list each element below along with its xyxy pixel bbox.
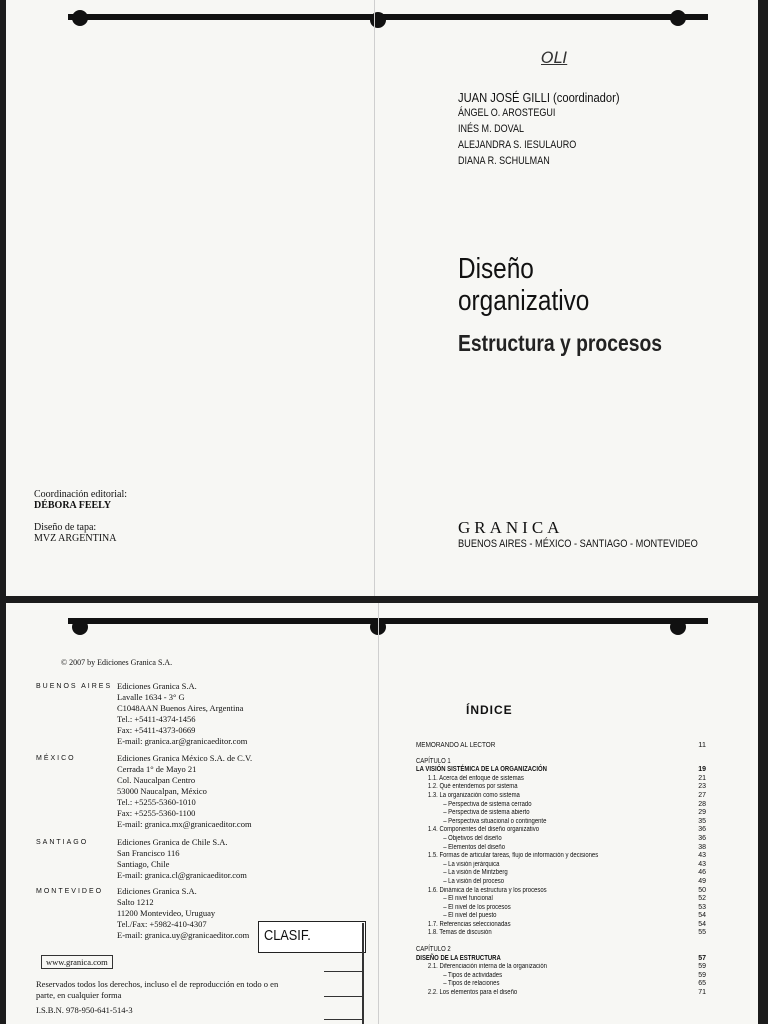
website-box: www.granica.com [41, 955, 113, 969]
toc-entry-page: 11 [698, 740, 706, 749]
toc-entry-title: 1.6. Dinámica de la estructura y los procesos [427, 886, 547, 894]
punch-hole [670, 619, 686, 635]
toc-entry [416, 989, 706, 998]
cover-design-name: MVZ ARGENTINA [34, 533, 117, 544]
toc-entry [416, 861, 706, 870]
title-page-scan [6, 0, 758, 596]
copyright-line: © 2007 by Ediciones Granica S.A. [61, 658, 173, 667]
binder-bar [68, 618, 708, 624]
office-city: SANTIAGO [36, 839, 89, 846]
toc-entry-title: 1.2. Qué entendemos por sistema [427, 783, 518, 791]
toc-entry-title: – Perspectiva situacional o contingente [443, 817, 547, 825]
toc-entry [416, 887, 706, 896]
office-city: MÉXICO [36, 755, 76, 762]
toc-entry [416, 775, 706, 784]
toc-entry-page: 57 [698, 954, 706, 962]
toc-entry-title: – El nivel del puesto [443, 912, 497, 920]
toc-entry-page: 43 [698, 860, 706, 868]
coauthor: DIANA R. SCHULMAN [458, 155, 550, 167]
clasif-frame [362, 923, 364, 1024]
toc-entry-page: 36 [698, 834, 706, 842]
office-line: 11200 Montevideo, Uruguay [117, 908, 216, 918]
toc-entry [416, 921, 706, 930]
toc-entry [416, 946, 706, 955]
toc-entry-title: – Perspectiva de sistema cerrado [443, 800, 532, 808]
office-line: E-mail: granica.ar@granicaeditor.com [117, 736, 248, 746]
office-line: Tel.: +5255-5360-1010 [117, 797, 196, 807]
page-fold [374, 0, 375, 596]
toc-entry-page: 52 [698, 895, 706, 903]
toc-entry-page: 71 [698, 989, 706, 997]
toc-entry-page: 65 [698, 980, 706, 988]
editorial-name: DÉBORA FEELY [34, 500, 112, 511]
office-line: Ediciones Granica S.A. [117, 681, 197, 691]
toc-entry-page: 29 [698, 809, 706, 817]
book-title-line2: organizativo [458, 285, 590, 317]
author-list [458, 90, 646, 169]
office-line: E-mail: granica.uy@granicaeditor.com [117, 930, 250, 940]
coordinator-name: JUAN JOSÉ GILLI (coordinador) [458, 90, 620, 105]
toc-entry [416, 766, 706, 775]
office-line: Cerrada 1° de Mayo 21 [117, 764, 197, 774]
office-line: Tel./Fax: +5982-410-4307 [117, 919, 207, 929]
toc-entry-page: 36 [698, 826, 706, 834]
toc-entry-title: – La visión de Mintzberg [443, 869, 508, 877]
toc-entry-page: 49 [698, 877, 706, 885]
toc-entry-title: 1.4. Componentes del diseño organizativo [427, 826, 540, 834]
toc-entry-page: 28 [698, 800, 706, 808]
page-fold [378, 603, 379, 1024]
toc-entry-title: – Elementos del diseño [443, 843, 506, 851]
toc-entry [416, 929, 706, 938]
toc-entry-title: 2.1. Diferenciación interna de la organización [427, 963, 547, 971]
toc-entry [416, 783, 706, 792]
index-title: ÍNDICE [466, 703, 513, 717]
office-line: E-mail: granica.mx@granicaeditor.com [117, 819, 252, 829]
isbn-line: I.S.B.N. 978-950-641-514-3 [36, 1005, 133, 1015]
publisher-name: GRANICA [458, 518, 564, 537]
toc-entry-title: – La visión jerárquica [443, 860, 500, 868]
toc-entry-page: 53 [698, 903, 706, 911]
toc-entry-page: 59 [698, 971, 706, 979]
clasif-rule [324, 971, 364, 972]
toc-entry-title: CAPÍTULO 2 [416, 946, 451, 954]
office-line: Fax: +5255-5360-1100 [117, 808, 196, 818]
handwritten-stamp: OLI [541, 48, 568, 67]
toc-entry [416, 826, 706, 835]
clasif-label: CLASIF. [264, 927, 311, 944]
toc-entry [416, 980, 706, 989]
toc-entry-title: – El nivel funcional [443, 895, 493, 903]
punch-hole [72, 10, 88, 26]
toc-entry-title: – Objetivos del diseño [443, 834, 502, 842]
toc-entry [416, 963, 706, 972]
punch-hole [670, 10, 686, 26]
toc-entry [416, 844, 706, 853]
coauthor: ALEJANDRA S. IESULAURO [458, 139, 577, 151]
office-line: Ediciones Granica de Chile S.A. [117, 837, 228, 847]
toc-entry-page: 54 [698, 912, 706, 920]
toc-entry-title: LA VISIÓN SISTÉMICA DE LA ORGANIZACIÓN [416, 766, 547, 774]
office-line: Santiago, Chile [117, 859, 170, 869]
binder-bar [68, 14, 708, 20]
publisher-cities: BUENOS AIRES - MÉXICO - SANTIAGO - MONTEVIDEO [458, 538, 698, 550]
toc-entry-page: 35 [698, 817, 706, 825]
toc-entry-page: 27 [698, 791, 706, 799]
cover-design-label: Diseño de tapa: [34, 522, 97, 533]
office-line: Ediciones Granica México S.A. de C.V. [117, 753, 253, 763]
office-line: Salto 1212 [117, 897, 154, 907]
office-line: Ediciones Granica S.A. [117, 886, 197, 896]
toc-entry-title: – La visión del proceso [443, 877, 505, 885]
toc-entry-page: 38 [698, 843, 706, 851]
toc-entry-page: 54 [698, 920, 706, 928]
coauthor: ÁNGEL O. AROSTEGUI [458, 107, 556, 119]
rights-notice: Reservados todos los derechos, incluso el de reproducción en todo o en parte, en cualquier forma [36, 979, 279, 1000]
office-line: Fax: +5411-4373-0669 [117, 725, 196, 735]
toc-entry [416, 809, 706, 818]
office-line: Lavalle 1634 - 3° G [117, 692, 185, 702]
toc-entry [416, 852, 706, 861]
toc-entry [416, 895, 706, 904]
toc-entry-page: 59 [698, 963, 706, 971]
office-line: San Francisco 116 [117, 848, 180, 858]
punch-hole [72, 619, 88, 635]
office-line: Col. Naucalpan Centro [117, 775, 196, 785]
toc-entry-title: 1.1. Acerca del enfoque de sistemas [427, 774, 524, 782]
office-city: BUENOS AIRES [36, 683, 113, 690]
toc-entry-page: 43 [698, 852, 706, 860]
toc-entry [416, 758, 706, 767]
office-city: MONTEVIDEO [36, 888, 104, 895]
toc-entry-title: 1.5. Formas de articular tareas, flujo de información y decisiones [427, 852, 599, 860]
toc-entry [416, 835, 706, 844]
toc-entry-title: 1.8. Temas de discusión [427, 929, 492, 937]
toc-entry [416, 818, 706, 827]
toc-entry-page: 55 [698, 929, 706, 937]
editorial-label: Coordinación editorial: [34, 489, 128, 500]
book-title-line1: Diseño [458, 253, 534, 285]
office-line: C1048AAN Buenos Aires, Argentina [117, 703, 244, 713]
credits-block [34, 489, 127, 544]
clasif-label-box [258, 921, 366, 953]
toc-entry-title: 2.2. Los elementos para el diseño [427, 989, 518, 997]
toc-entry [416, 955, 706, 964]
office-line: Tel.: +5411-4374-1456 [117, 714, 196, 724]
toc-entry-page: 21 [698, 774, 706, 782]
toc-entry-page: 50 [698, 886, 706, 894]
book-subtitle: Estructura y procesos [458, 330, 663, 356]
toc-entry-page: 46 [698, 869, 706, 877]
toc-entry [416, 904, 706, 913]
toc-entry-title: 1.3. La organización como sistema [427, 791, 520, 799]
index-page-scan [6, 603, 758, 1024]
toc-entry-page: 23 [698, 783, 706, 791]
toc-entry [416, 792, 706, 801]
office-line: 53000 Naucalpan, México [117, 786, 207, 796]
office-line: E-mail: granica.cl@granicaeditor.com [117, 870, 247, 880]
clasif-rule [324, 996, 364, 997]
toc-entry-title: CAPÍTULO 1 [416, 757, 451, 765]
toc-entry-title: – Tipos de relaciones [443, 980, 500, 988]
toc-entry-title: MEMORANDO AL LECTOR [416, 740, 496, 749]
toc-entry [416, 912, 706, 921]
toc-entry [416, 801, 706, 810]
toc-entry [416, 869, 706, 878]
toc-entry-title: – Perspectiva de sistema abierto [443, 809, 530, 817]
toc-entry-title: DISEÑO DE LA ESTRUCTURA [416, 954, 501, 962]
clasif-rule [324, 1019, 364, 1020]
table-of-contents [416, 741, 706, 998]
coauthor: INÉS M. DOVAL [458, 123, 524, 135]
toc-entry [416, 878, 706, 887]
toc-entry [416, 741, 706, 750]
punch-hole [370, 12, 386, 28]
toc-entry-page: 19 [698, 766, 706, 774]
toc-entry [416, 972, 706, 981]
toc-entry-title: – El nivel de los procesos [443, 903, 511, 911]
toc-entry-title: – Tipos de actividades [443, 971, 503, 979]
toc-entry-title: 1.7. Referencias seleccionadas [427, 920, 511, 928]
